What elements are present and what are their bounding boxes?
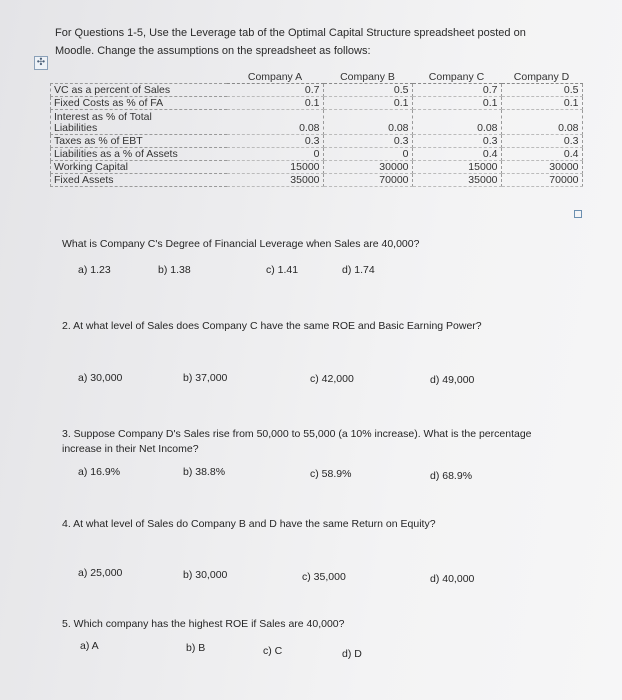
q1-option-a: a) 1.23	[78, 264, 111, 276]
question-3-line-1: 3. Suppose Company D's Sales rise from 50,000 to 55,000 (a 10% increase). What is the percentage	[62, 428, 532, 440]
question-3-line-2: increase in their Net Income?	[62, 443, 199, 455]
table-cell[interactable]: 15000	[412, 161, 501, 174]
q1-option-b: b) 1.38	[158, 264, 191, 276]
q4-option-b: b) 30,000	[183, 569, 228, 581]
q4-option-a: a) 25,000	[78, 567, 123, 579]
q3-option-c: c) 58.9%	[310, 468, 352, 480]
header-company-c: Company C	[412, 70, 501, 84]
table-cell[interactable]: 70000	[323, 174, 412, 187]
table-cell[interactable]: 70000	[501, 174, 582, 187]
table-cell[interactable]: 0.4	[501, 148, 582, 161]
q5-option-d: d) D	[342, 648, 362, 660]
q3-option-a: a) 16.9%	[78, 466, 121, 478]
header-company-d: Company D	[501, 70, 582, 84]
row-label: Working Capital	[51, 161, 228, 174]
question-5: 5. Which company has the highest ROE if Sales are 40,000?	[62, 618, 345, 630]
table-cell[interactable]: 30000	[501, 161, 582, 174]
table-cell[interactable]: 0.3	[227, 135, 323, 148]
row-label: Liabilities as a % of Assets	[51, 148, 228, 161]
row-label-line-2: Liabilities	[54, 122, 98, 134]
table-cell[interactable]: 0.3	[501, 135, 582, 148]
table-cell[interactable]: 0.08	[323, 110, 412, 135]
table-row	[51, 97, 583, 110]
table-cell[interactable]: 0.1	[323, 97, 412, 110]
row-label: Fixed Costs as % of FA	[51, 97, 228, 110]
table-cell[interactable]: 30000	[323, 161, 412, 174]
q3-option-b: b) 38.8%	[183, 466, 226, 478]
q2-option-a: a) 30,000	[78, 372, 123, 384]
table-cell[interactable]: 15000	[227, 161, 323, 174]
q4-option-c: c) 35,000	[302, 571, 346, 583]
table-cell[interactable]: 0	[227, 148, 323, 161]
question-2: 2. At what level of Sales does Company C have the same ROE and Basic Earning Power?	[62, 320, 482, 332]
assumptions-table	[50, 70, 583, 187]
q5-option-a: a) A	[80, 640, 99, 652]
table-cell[interactable]: 0.3	[323, 135, 412, 148]
q1-option-c: c) 1.41	[266, 264, 299, 276]
table-cell[interactable]: 0.7	[227, 84, 323, 97]
q5-option-b: b) B	[186, 642, 206, 654]
table-cell[interactable]: 0.08	[501, 110, 582, 135]
row-label: Taxes as % of EBT	[51, 135, 228, 148]
table-cell[interactable]: 0.1	[501, 97, 582, 110]
table-header-row	[51, 70, 583, 84]
table-row	[51, 148, 583, 161]
row-label: Fixed Assets	[51, 174, 228, 187]
row-label: VC as a percent of Sales	[51, 84, 228, 97]
table-row	[51, 174, 583, 187]
q2-option-c: c) 42,000	[310, 373, 354, 385]
table-cell[interactable]: 35000	[227, 174, 323, 187]
question-1: What is Company C's Degree of Financial Leverage when Sales are 40,000?	[62, 238, 420, 250]
header-company-b: Company B	[323, 70, 412, 84]
table-cell[interactable]: 0.08	[412, 110, 501, 135]
table-cell[interactable]: 0	[323, 148, 412, 161]
q3-option-d: d) 68.9%	[430, 470, 473, 482]
intro-line-1: For Questions 1-5, Use the Leverage tab of the Optimal Capital Structure spreadsheet posted on	[55, 27, 526, 39]
intro-line-2: Moodle. Change the assumptions on the spreadsheet as follows:	[55, 45, 371, 57]
table-cell[interactable]: 0.1	[412, 97, 501, 110]
table-cell[interactable]: 0.4	[412, 148, 501, 161]
table-cell[interactable]: 0.5	[501, 84, 582, 97]
table-cell[interactable]: 35000	[412, 174, 501, 187]
q2-option-b: b) 37,000	[183, 372, 228, 384]
row-label-line-1: Interest as % of Total	[54, 111, 152, 123]
header-company-a: Company A	[227, 70, 323, 84]
table-cell[interactable]: 0.08	[227, 110, 323, 135]
q5-option-c: c) C	[263, 645, 283, 657]
table-row	[51, 135, 583, 148]
q2-option-d: d) 49,000	[430, 374, 475, 386]
table-cell[interactable]: 0.3	[412, 135, 501, 148]
table-row	[51, 161, 583, 174]
q4-option-d: d) 40,000	[430, 573, 475, 585]
table-row	[51, 110, 583, 135]
table-row	[51, 84, 583, 97]
table-cell[interactable]: 0.1	[227, 97, 323, 110]
q1-option-d: d) 1.74	[342, 264, 375, 276]
question-4: 4. At what level of Sales do Company B and D have the same Return on Equity?	[62, 518, 436, 530]
intro-text	[55, 24, 526, 60]
table-cell[interactable]: 0.7	[412, 84, 501, 97]
table-cell[interactable]: 0.5	[323, 84, 412, 97]
table-resize-handle[interactable]	[574, 210, 582, 218]
table-move-handle-icon[interactable]: ✣	[34, 56, 48, 70]
row-label	[51, 110, 228, 135]
